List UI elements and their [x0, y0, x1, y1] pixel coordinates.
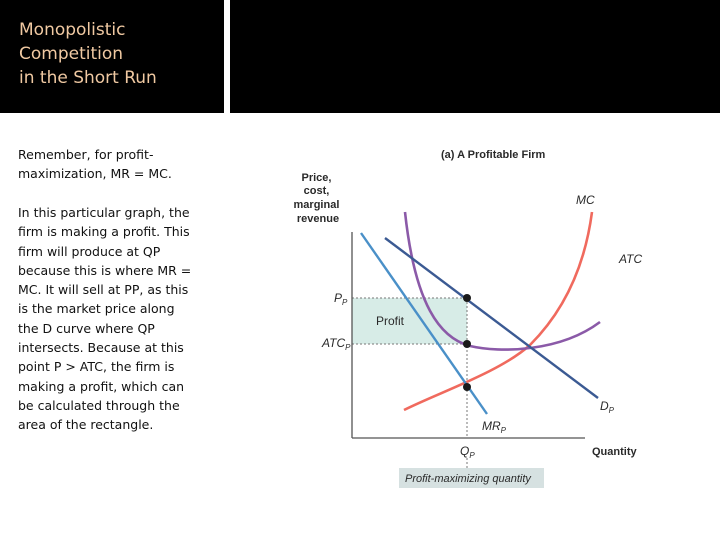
atc-axis-label: $ATC_P$	[322, 336, 351, 352]
quantity-axis-label: $Q_P$	[460, 444, 475, 460]
y-label-line-1: Price,	[301, 172, 332, 184]
demand-point	[463, 294, 471, 302]
mr-label: $MR_P$	[482, 419, 507, 435]
mr-mc-point	[463, 383, 471, 391]
y-axis-label	[294, 172, 343, 225]
atc-point	[463, 340, 471, 348]
slide-title: Monopolistic Competition in the Short Run	[19, 20, 157, 88]
explanation-paragraph: In this particular graph, the firm is making a profit. This firm will produce at QP because this is where MR = MC. It will sell at PP, as this is the market price along the D curve where QP intersects. Because at this point P > ATC, the firm is making a profit, which can be calculated through the area of the rectangle.	[18, 205, 192, 433]
intro-paragraph: Remember, for profit- maximization, MR = MC.	[18, 147, 172, 182]
y-label-line-4: revenue	[296, 213, 340, 225]
mc-label: MC	[576, 193, 595, 207]
profit-label: Profit	[376, 314, 405, 328]
caption-text: Profit-maximizing quantity	[405, 473, 531, 485]
panel-title: (a) A Profitable Firm	[441, 149, 546, 161]
y-label-line-3: marginal	[293, 199, 340, 211]
atc-curve-label: ATC	[619, 252, 643, 266]
demand-label: $D_P$	[600, 399, 615, 415]
x-axis-label: Quantity	[592, 446, 637, 458]
price-axis-label: $P_P$	[334, 291, 348, 307]
y-label-line-2: cost,	[303, 185, 330, 197]
